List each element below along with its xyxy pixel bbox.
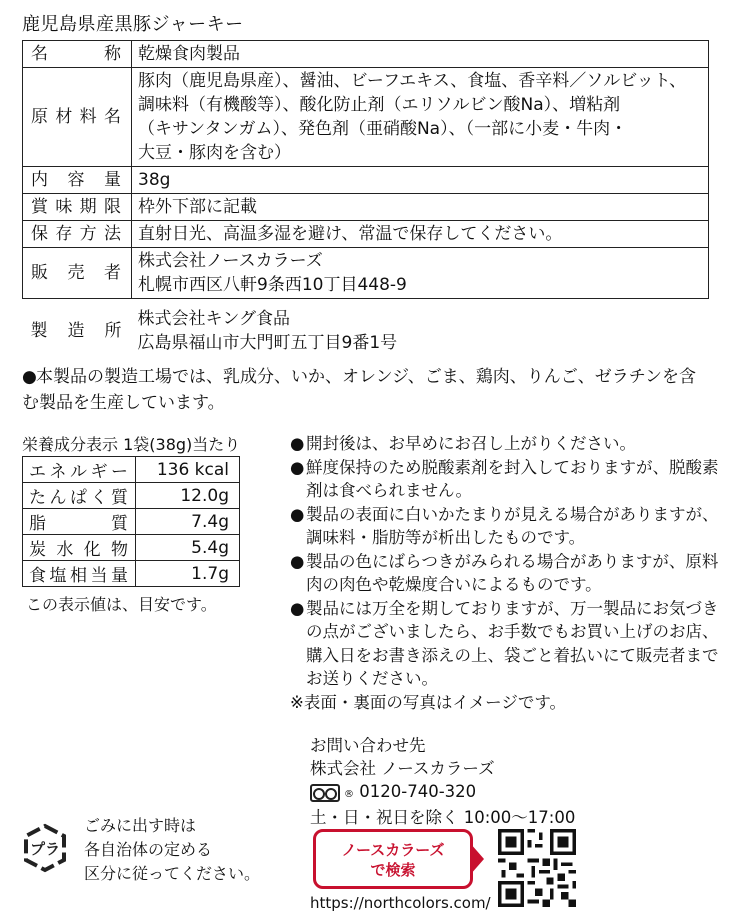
contact-block xyxy=(310,734,575,829)
qr-code-icon[interactable] xyxy=(498,829,576,907)
caution-text: 製品の色にばらつきがみられる場合がありますが、原料肉の肉色や乾燥度合いによるものです。 xyxy=(306,551,719,594)
label-row xyxy=(23,194,709,221)
label-name: 賞味期限 xyxy=(23,194,132,221)
label-line: 38g xyxy=(138,170,171,190)
nutrition-note: この表示値は、目安です。 xyxy=(26,595,217,614)
label-row xyxy=(23,299,709,357)
nutrition-label: 脂 質 xyxy=(23,509,136,535)
contact-phone-line xyxy=(310,780,575,806)
freedial-icon xyxy=(310,784,340,802)
disposal-line: 各自治体の定める xyxy=(84,840,213,859)
nutrition-row xyxy=(23,457,240,483)
label-table xyxy=(22,40,709,356)
bullet-icon: ● xyxy=(22,367,37,387)
caution-item xyxy=(290,456,720,503)
caution-notes xyxy=(290,432,720,714)
label-line: 株式会社ノースカラーズ xyxy=(138,251,323,271)
label-row xyxy=(23,41,709,68)
nutrition-label: 食塩相当量 xyxy=(23,561,136,587)
website-url[interactable]: https://northcolors.com/ xyxy=(310,894,491,912)
disposal-line: 区分に従ってください。 xyxy=(84,864,261,883)
allergen-text: 本製品の製造工場では、乳成分、いか、オレンジ、ごま、鶏肉、りんご、ゼラチンを含む製品を生産しています。 xyxy=(22,367,696,413)
nutrition-row xyxy=(23,561,240,587)
label-name: 製造所 xyxy=(30,321,124,341)
label-name: 原材料名 xyxy=(23,68,132,167)
nutrition-label: エネルギー xyxy=(23,457,136,483)
label-line: （キサンタンガム）、発色剤（亜硝酸Na）、（一部に小麦・牛肉・ xyxy=(138,119,628,139)
nutrition-title: 栄養成分表示 1袋(38g)当たり xyxy=(22,435,241,454)
search-badge-line: で検索 xyxy=(370,861,416,879)
label-name: 内容量 xyxy=(23,167,132,194)
label-row xyxy=(23,68,709,167)
label-name: 販売者 xyxy=(23,248,132,299)
caution-text: 製品の表面に白いかたまりが見える場合がありますが、調味料・脂肪等が析出したものです。 xyxy=(306,504,719,547)
nutrition-value: 1.7g xyxy=(136,561,240,587)
caution-text: 鮮度保持のため脱酸素剤を封入しておりますが、脱酸素剤は食べられません。 xyxy=(306,457,719,500)
nutrition-row xyxy=(23,483,240,509)
contact-heading: お問い合わせ先 xyxy=(310,736,426,755)
nutrition-label: 炭水化物 xyxy=(23,535,136,561)
label-name: 保存方法 xyxy=(23,221,132,248)
bullet-icon: ● xyxy=(290,457,305,477)
contact-hours: 土・日・祝日を除く 10:00～17:00 xyxy=(310,808,576,827)
contact-phone[interactable]: 0120-740-320 xyxy=(359,782,477,801)
product-title: 鹿児島県産黒豚ジャーキー xyxy=(22,14,244,35)
label-line: 広島県福山市大門町五丁目9番1号 xyxy=(137,333,398,353)
label-value xyxy=(132,194,709,221)
nutrition-table xyxy=(22,456,240,587)
label-value xyxy=(132,248,709,299)
contact-company: 株式会社 ノースカラーズ xyxy=(310,759,495,778)
label-row xyxy=(23,248,709,299)
bullet-icon: ● xyxy=(290,598,305,618)
label-row xyxy=(23,167,709,194)
search-arrow-icon xyxy=(470,843,484,875)
search-badge[interactable] xyxy=(313,829,473,889)
nutrition-value: 5.4g xyxy=(136,535,240,561)
registered-mark: ® xyxy=(344,789,354,800)
caution-item xyxy=(290,432,720,456)
bullet-icon: ● xyxy=(290,551,305,571)
label-row xyxy=(23,221,709,248)
caution-text: 製品には万全を期しておりますが、万一製品にお気づきの点がございましたら、お手数でもお買い上げのお店、購入日をお書き添えの上、袋ごと着払いにて販売者までお送りください。 xyxy=(306,598,719,688)
bullet-icon: ● xyxy=(290,504,305,524)
recycle-mark-text: プラ xyxy=(29,840,61,858)
bullet-icon: ● xyxy=(290,434,305,453)
label-line: 大豆・豚肉を含む） xyxy=(138,143,291,163)
label-line: 乾燥食肉製品 xyxy=(138,44,240,64)
label-value xyxy=(132,221,709,248)
label-line: 直射日光、高温多湿を避け、常温で保存してください。 xyxy=(138,224,563,244)
nutrition-value: 12.0g xyxy=(136,483,240,509)
disposal-line: ごみに出す時は xyxy=(84,816,197,835)
search-badge-line: ノースカラーズ xyxy=(341,841,445,859)
caution-item xyxy=(290,503,720,550)
photo-note: ※表面・裏面の写真はイメージです。 xyxy=(290,692,567,712)
disposal-text xyxy=(84,814,260,886)
caution-item xyxy=(290,597,720,691)
plastic-recycle-icon xyxy=(20,822,70,874)
allergen-notice xyxy=(22,364,712,416)
label-name: 名 称 xyxy=(23,41,132,68)
label-line: 豚肉（鹿児島県産）、醤油、ビーフエキス、食塩、香辛料／ソルビット、 xyxy=(138,71,687,91)
label-value xyxy=(132,41,709,68)
label-line: 株式会社キング食品 xyxy=(137,309,290,329)
caution-item xyxy=(290,550,720,597)
label-line: 札幌市西区八軒9条西10丁目448-9 xyxy=(138,275,407,295)
nutrition-row xyxy=(23,509,240,535)
nutrition-value: 136 kcal xyxy=(136,457,240,483)
label-line: 調味料（有機酸等）、酸化防止剤（エリソルビン酸Na）、増粘剤 xyxy=(138,95,621,115)
label-value xyxy=(132,68,709,167)
nutrition-row xyxy=(23,535,240,561)
label-line: 枠外下部に記載 xyxy=(138,197,257,217)
label-value xyxy=(132,299,709,357)
nutrition-label: たんぱく質 xyxy=(23,483,136,509)
nutrition-value: 7.4g xyxy=(136,509,240,535)
caution-text: 開封後は、お早めにお召し上がりください。 xyxy=(306,434,636,453)
label-value xyxy=(132,167,709,194)
